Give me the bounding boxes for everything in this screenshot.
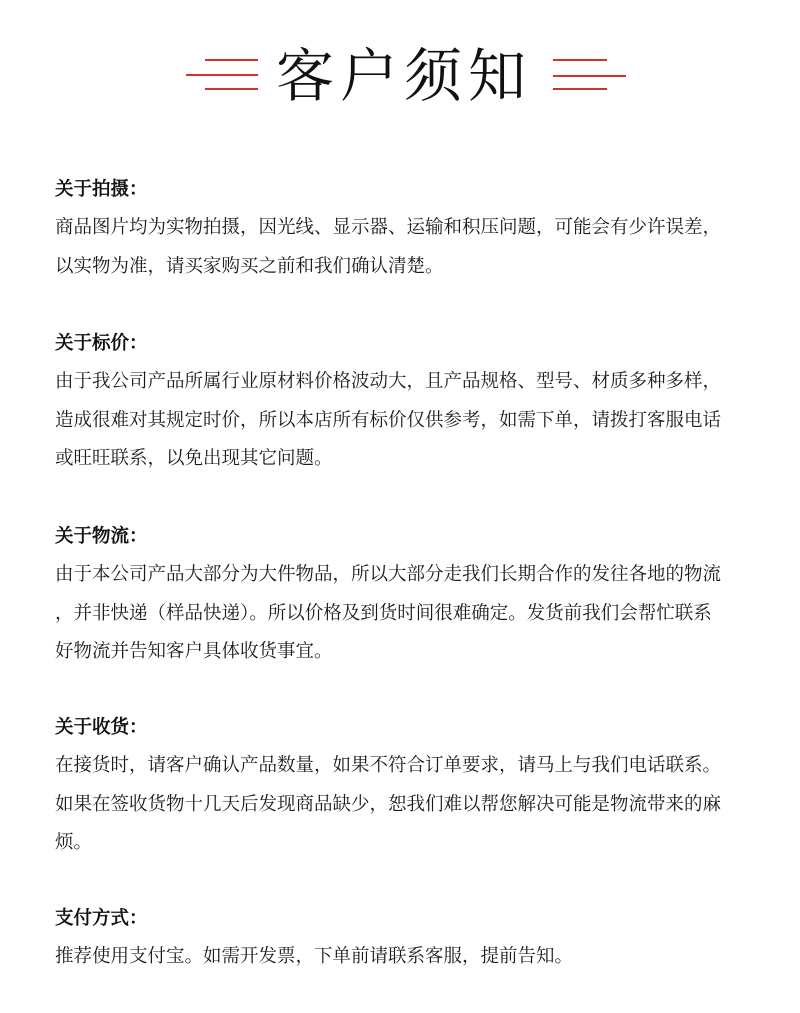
decorative-line-left-top — [205, 59, 258, 61]
section-heading: 关于物流： — [55, 526, 148, 547]
section-text-line: 造成很难对其规定时价，所以本店所有标价仅供参考，如需下单，请拨打客服电话 — [55, 409, 722, 431]
decorative-line-right-bottom — [553, 88, 607, 90]
section-logistics — [55, 517, 775, 672]
section-receiving — [55, 708, 775, 863]
section-photography — [55, 170, 775, 286]
section-heading: 关于收货： — [55, 717, 148, 738]
section-text-line: 在接货时，请客户确认产品数量，如果不符合订单要求，请马上与我们电话联系。 — [55, 755, 722, 776]
section-heading: 支付方式： — [55, 908, 148, 929]
section-text-line: ，并非快递（样品快递）。所以价格及到货时间很难确定。发货前我们会帮忙联系 — [55, 602, 712, 624]
page-title: 客户须知 — [276, 42, 533, 110]
section-payment — [55, 899, 775, 977]
decorative-line-right-middle — [553, 75, 626, 77]
page-header — [0, 40, 800, 112]
section-text-line: 烦。 — [55, 832, 93, 853]
section-text-line: 好物流并告知客户具体收货事宜。 — [55, 641, 333, 662]
section-pricing — [55, 324, 775, 479]
decorative-line-left-bottom — [205, 88, 258, 90]
decorative-line-right-top — [553, 59, 607, 61]
section-heading: 关于拍摄： — [55, 179, 148, 200]
section-text-line: 或旺旺联系，以免出现其它问题。 — [55, 448, 333, 469]
section-text-line: 商品图片均为实物拍摄，因光线、显示器、运输和积压问题，可能会有少许误差， — [55, 217, 722, 238]
section-text-line: 由于本公司产品大部分为大件物品，所以大部分走我们长期合作的发往各地的物流 — [55, 564, 722, 585]
section-text-line: 推荐使用支付宝。如需开发票，下单前请联系客服，提前告知。 — [55, 946, 574, 967]
decorative-line-left-middle — [186, 74, 258, 76]
section-text-line: 如果在签收货物十几天后发现商品缺少，恕我们难以帮您解决可能是物流带来的麻 — [55, 793, 722, 815]
section-heading: 关于标价： — [55, 333, 148, 354]
section-text-line: 由于我公司产品所属行业原材料价格波动大，且产品规格、型号、材质多种多样， — [55, 371, 722, 392]
section-text-line: 以实物为准，请买家购买之前和我们确认清楚。 — [55, 255, 444, 277]
